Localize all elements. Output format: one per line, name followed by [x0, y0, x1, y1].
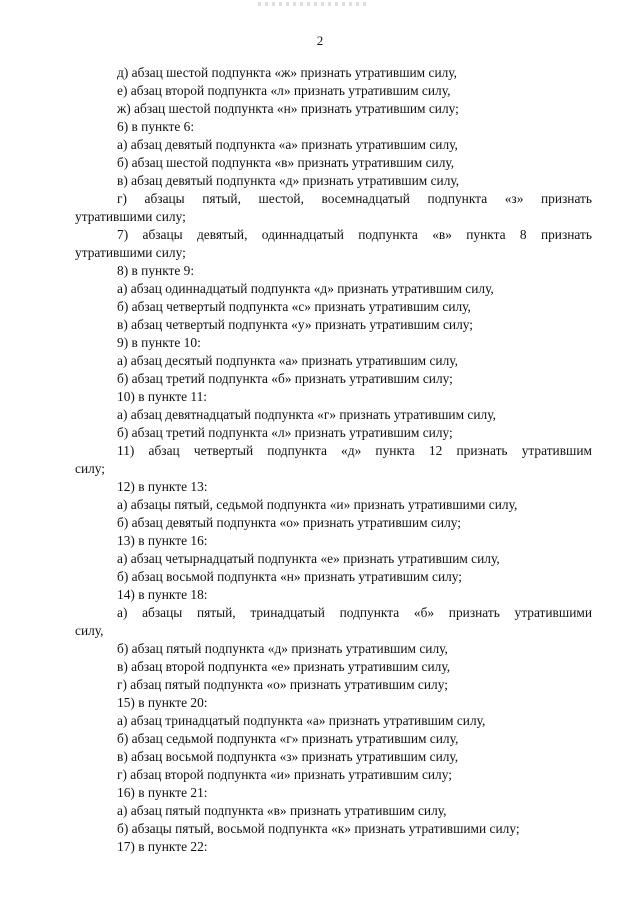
text-line: б) абзац третий подпункта «л» признать утратившим силу;	[117, 425, 453, 440]
text-line: утратившими силу;	[75, 245, 186, 260]
text-line: б) абзац третий подпункта «б» признать утратившим силу;	[117, 371, 453, 386]
text-line: силу,	[75, 623, 104, 638]
text-line: силу;	[75, 461, 106, 476]
text-line: а) абзац пятый подпункта «в» признать утратившим силу,	[117, 803, 447, 818]
text-line: 17) в пункте 22:	[117, 839, 208, 854]
text-line: утратившими силу;	[75, 209, 186, 224]
text-line: 6) в пункте 6:	[117, 119, 195, 134]
text-line: в) абзац четвертый подпункта «у» признать утратившим силу;	[117, 317, 474, 332]
text-line: а) абзацы пятый, седьмой подпункта «и» признать утратившими силу,	[117, 497, 518, 512]
text-line: а) абзацы пятый, тринадцатый подпункта «б» признать утратившими	[117, 605, 592, 620]
text-line: г) абзац пятый подпункта «о» признать утратившим силу;	[117, 677, 448, 692]
text-line: ж) абзац шестой подпункта «н» признать утратившим силу;	[117, 101, 459, 116]
text-line: б) абзац шестой подпункта «в» признать утратившим силу,	[117, 155, 455, 170]
text-line: а) абзац девятнадцатый подпункта «г» признать утратившим силу,	[117, 407, 496, 422]
text-line: б) абзац седьмой подпункта «г» признать утратившим силу,	[117, 731, 459, 746]
text-line: а) абзац четырнадцатый подпункта «е» признать утратившим силу,	[117, 551, 500, 566]
page-number: 2	[316, 33, 324, 48]
text-line: 16) в пункте 21:	[117, 785, 208, 800]
text-line: б) абзацы пятый, восьмой подпункта «к» признать утратившими силу;	[117, 821, 520, 836]
text-line: е) абзац второй подпункта «л» признать утратившим силу,	[117, 83, 451, 98]
text-line: 8) в пункте 9:	[117, 263, 195, 278]
text-line: 13) в пункте 16:	[117, 533, 208, 548]
scan-artifact-mark	[258, 2, 368, 6]
text-line: б) абзац восьмой подпункта «н» признать утратившим силу;	[117, 569, 463, 584]
text-line: а) абзац тринадцатый подпункта «а» признать утратившим силу,	[117, 713, 486, 728]
text-line: б) абзац четвертый подпункта «с» признать утратившим силу,	[117, 299, 471, 314]
text-line: в) абзац второй подпункта «е» признать утратившим силу,	[117, 659, 451, 674]
text-line: д) абзац шестой подпункта «ж» признать утратившим силу,	[117, 65, 458, 80]
text-line: 10) в пункте 11:	[117, 389, 207, 404]
text-line: 12) в пункте 13:	[117, 479, 208, 494]
text-line: в) абзац восьмой подпункта «з» признать утратившим силу,	[117, 749, 459, 764]
text-line: 15) в пункте 20:	[117, 695, 208, 710]
text-line: 9) в пункте 10:	[117, 335, 201, 350]
text-line: б) абзац девятый подпункта «о» признать утратившим силу;	[117, 515, 461, 530]
text-line: 7) абзацы девятый, одиннадцатый подпункта «в» пункта 8 признать	[117, 227, 592, 242]
text-line: 11) абзац четвертый подпункта «д» пункта 12 признать утратившим	[117, 443, 592, 458]
text-line: г) абзацы пятый, шестой, восемнадцатый подпункта «з» признать	[117, 191, 592, 206]
document-body	[75, 64, 592, 856]
text-line: г) абзац второй подпункта «и» признать утратившим силу;	[117, 767, 452, 782]
text-line: а) абзац одиннадцатый подпункта «д» признать утратившим силу,	[117, 281, 494, 296]
text-line: 14) в пункте 18:	[117, 587, 208, 602]
text-line: в) абзац девятый подпункта «д» признать утратившим силу,	[117, 173, 460, 188]
text-line: а) абзац девятый подпункта «а» признать утратившим силу,	[117, 137, 458, 152]
text-line: б) абзац пятый подпункта «д» признать утратившим силу,	[117, 641, 448, 656]
text-line: а) абзац десятый подпункта «а» признать утратившим силу,	[117, 353, 458, 368]
